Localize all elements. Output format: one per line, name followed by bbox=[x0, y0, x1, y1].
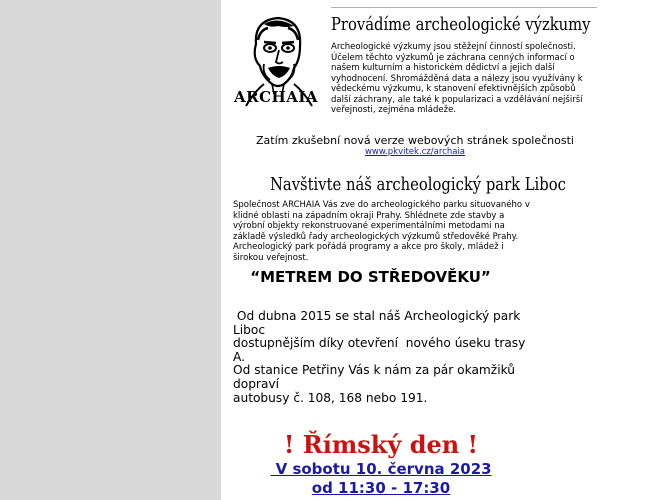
news-line: Od dubna 2015 se stal náš Archeologický park bbox=[233, 309, 521, 323]
park-text: Společnost ARCHAIA Vás zve do archeologického parku situovaného v klidné oblasti na západním okraji Prahy. Shlédnete zde stavby a výrobní objekty rekonstruované experimentálními metodami na základě výsledků řady archeologických výzkumů středověké Prahy. Archeologický park pořádá programy a akce pro školy, mládež i širokou veřejnost. bbox=[233, 200, 530, 263]
event-time-link[interactable]: od 11:30 - 17:30 bbox=[311, 479, 451, 497]
notice-text: Zatím zkušební nová verze webových stránek společnosti bbox=[256, 134, 574, 147]
notice-link-wrapper bbox=[233, 147, 597, 157]
news-line: Liboc bbox=[233, 322, 266, 337]
logo-text: ARCHAIA bbox=[234, 88, 319, 106]
top-divider bbox=[331, 7, 597, 8]
news-line: dostupnějším díky otevření nového úseku trasy bbox=[233, 336, 526, 351]
left-sidebar bbox=[0, 0, 221, 500]
news-line: Od stanice Petřiny Vás k nám za pár okamžiků bbox=[233, 363, 515, 378]
news-line: A. bbox=[233, 349, 245, 364]
event-date-link[interactable]: V sobotu 10. června 2023 bbox=[270, 460, 492, 478]
intro-text: Archeologické výzkumy jsou stěžejní činností společnosti. Účelem těchto výzkumů je záchrana cenných informací o našem kulturním a historickém dědictví a jejich další vyhodnocení. Shromážděná data a nálezy jsou využívány k vědeckému výzkumu, k stanovení efektivnějších způsobů další záchrany, ale také k popularizaci a vzdělávání nejširší veřejnosti, zejména mládeže. bbox=[331, 42, 583, 115]
news-line: dopraví bbox=[233, 376, 280, 391]
slogan: “METREM DO STŘEDOVĚKU” bbox=[250, 268, 491, 286]
news-line: autobusy č. 108, 168 nebo 191. bbox=[233, 390, 428, 405]
notice-link[interactable]: www.pkvitek.cz/archaia bbox=[364, 147, 466, 157]
event-title: ! Římský den ! bbox=[283, 430, 479, 459]
park-heading: Navštivte náš archeologický park Liboc bbox=[270, 174, 566, 195]
intro-heading: Provádíme archeologické výzkumy bbox=[331, 14, 591, 35]
news-block bbox=[233, 309, 526, 405]
event-date-wrapper bbox=[233, 460, 529, 478]
event-time-wrapper bbox=[233, 479, 529, 497]
